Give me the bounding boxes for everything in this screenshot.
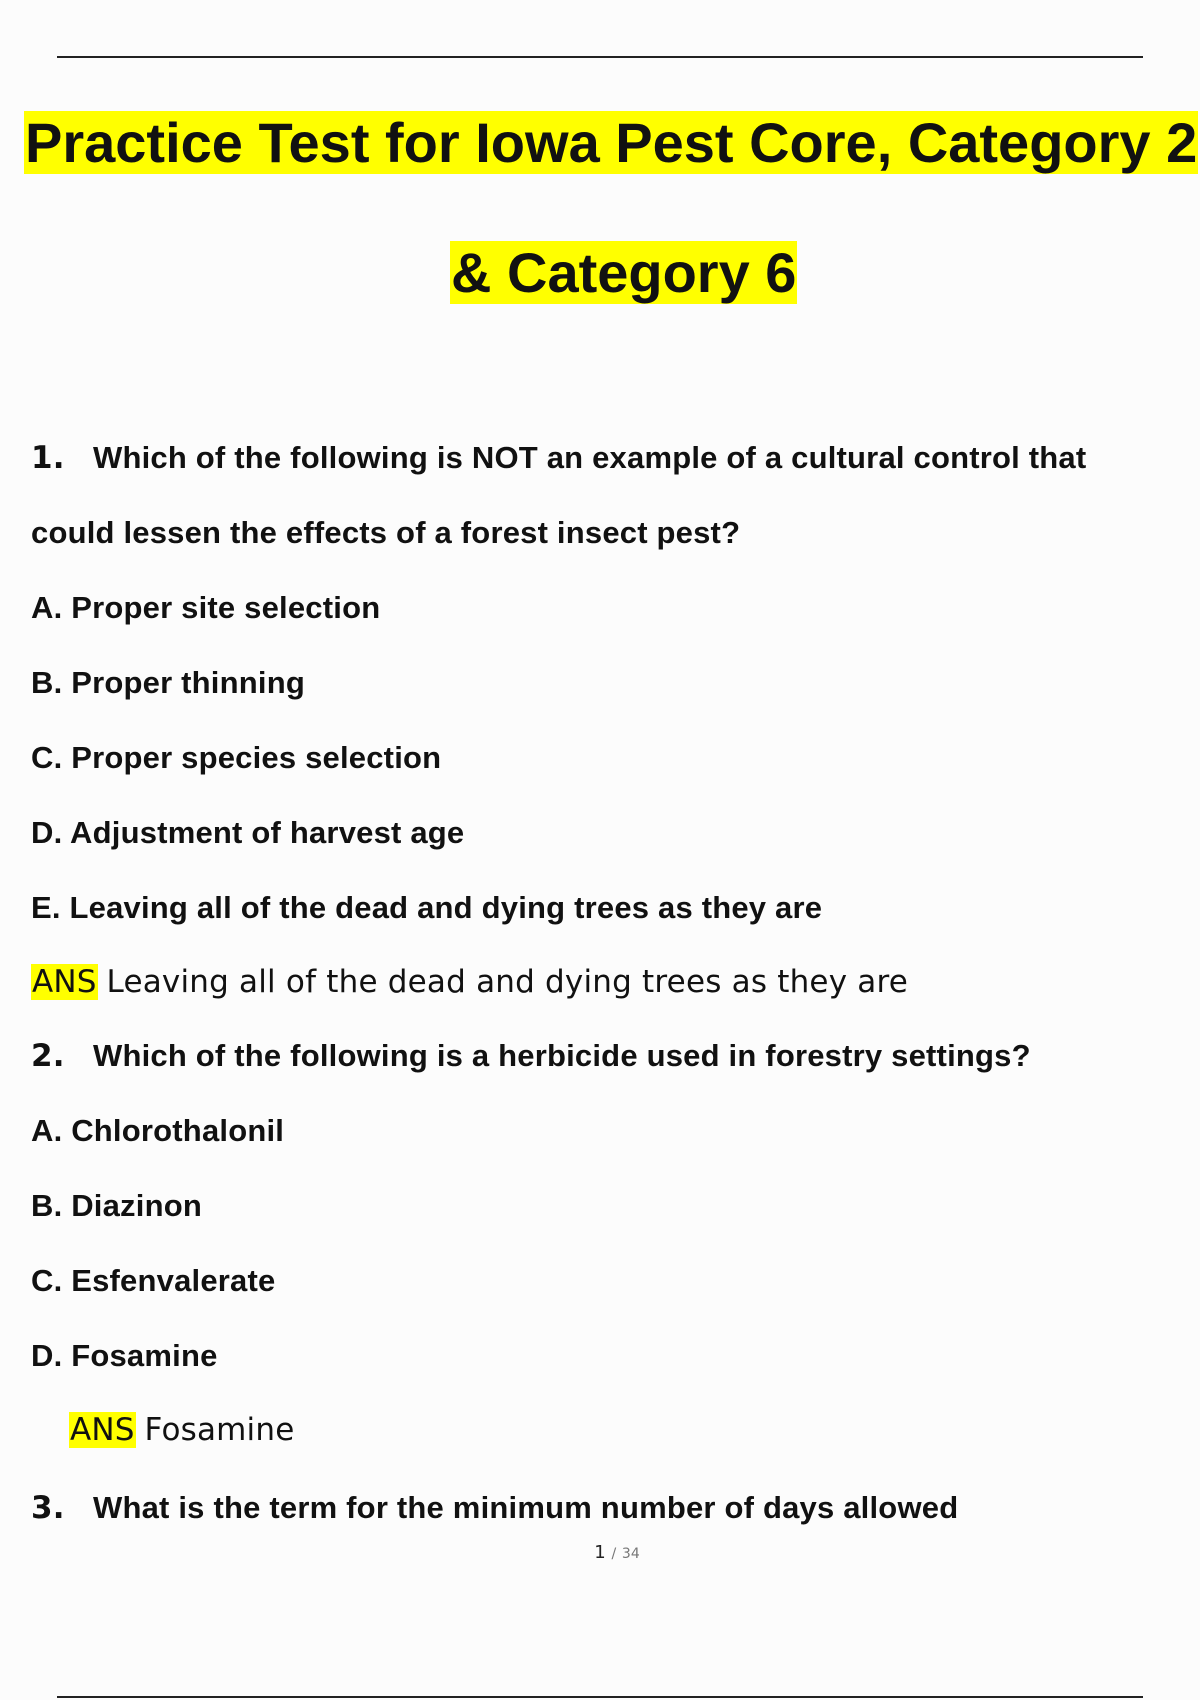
question-number: 3. xyxy=(31,1490,65,1526)
question-1-option-c: C. Proper species selection xyxy=(31,740,442,775)
question-text: Which of the following is a herbicide used in forestry settings? xyxy=(93,1038,1031,1073)
question-1-option-a: A. Proper site selection xyxy=(31,590,381,625)
question-3-stem xyxy=(31,1488,958,1528)
question-1-stem-continued: could lessen the effects of a forest insect pest? xyxy=(31,515,741,550)
answer-label: ANS xyxy=(70,1412,135,1448)
answer-label: ANS xyxy=(32,964,97,1000)
question-2-option-a: A. Chlorothalonil xyxy=(31,1113,285,1148)
total-pages: 34 xyxy=(621,1546,640,1562)
answer-text: Fosamine xyxy=(144,1412,295,1448)
question-number: 1. xyxy=(31,440,65,476)
current-page: 1 xyxy=(594,1542,606,1563)
question-2-stem xyxy=(31,1036,1031,1076)
question-number: 2. xyxy=(31,1038,65,1074)
question-1-stem xyxy=(31,438,1086,478)
question-1-option-b: B. Proper thinning xyxy=(31,665,305,700)
bottom-rule xyxy=(57,1696,1143,1698)
question-2-option-b: B. Diazinon xyxy=(31,1188,202,1223)
document-title-line-2: & Category 6 xyxy=(451,241,797,304)
top-rule xyxy=(57,56,1143,58)
question-2-option-c: C. Esfenvalerate xyxy=(31,1263,276,1298)
question-1-answer xyxy=(31,962,908,1002)
question-1-option-d: D. Adjustment of harvest age xyxy=(31,815,465,850)
document-title-line-1: Practice Test for Iowa Pest Core, Category 2 xyxy=(25,111,1198,174)
question-2-option-d: D. Fosamine xyxy=(31,1338,218,1373)
question-text: What is the term for the minimum number of days allowed xyxy=(93,1490,959,1525)
page-separator: / xyxy=(611,1546,617,1562)
question-2-answer xyxy=(69,1410,295,1450)
page-indicator xyxy=(0,1542,1200,1563)
question-text: Which of the following is NOT an example of a cultural control that xyxy=(93,440,1087,475)
question-1-option-e: E. Leaving all of the dead and dying trees as they are xyxy=(31,890,823,925)
answer-text: Leaving all of the dead and dying trees as they are xyxy=(106,964,909,1000)
